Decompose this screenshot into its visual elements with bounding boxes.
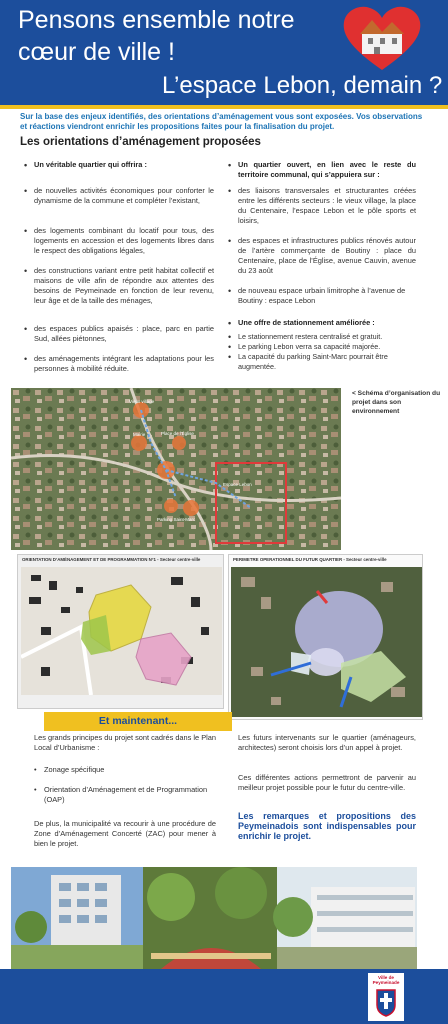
bullet-icon: •: [24, 354, 28, 364]
project-illustrations: [11, 867, 417, 969]
heart-town-logo-icon: [340, 4, 424, 72]
panel-title: ORIENTATION D’AMÉNAGEMENT ET DE PROGRAMMATION N°1 - Secteur centre-ville: [22, 557, 201, 562]
list-item: • Le stationnement restera centralisé et gratuit.: [228, 332, 383, 342]
seal-label: Ville de Peymeinade: [372, 975, 400, 985]
parking-head: • Une offre de stationnement améliorée :: [228, 318, 375, 328]
bullet-icon: •: [228, 186, 232, 196]
bullet-icon: •: [24, 186, 28, 196]
list-item: • des logements combinant du locatif pour tous, des logements en accession et des logements libres dans le respect des obligations légales,: [24, 226, 214, 255]
paragraph: Ces différentes actions permettront de parvenir au meilleur projet possible pour le futur du centre-ville.: [238, 773, 416, 792]
list-item: • des liaisons transversales et structurantes créées entre les différents secteurs : le vieux village, la place du Centenaire, l’espace Lebon et le pôle sports et loisirs,: [228, 186, 416, 225]
list-item: • des constructions variant entre petit habitat collectif et maisons de ville afin de répondre aux attentes des besoins de Peymeinade en fonction de leur revenu, leur âge et de la taille des ménages,: [24, 266, 214, 305]
bottom-right-column: [238, 733, 416, 863]
list-item: • des espaces et infrastructures publics rénovés autour de l’artère commerçante de Boutiny : place du Centenaire, place de l’Église, avenue Cauvin, avenue du 23 août: [228, 236, 416, 275]
aerial-map: [11, 388, 341, 550]
map-label: Mairie: [133, 432, 146, 437]
bullet-icon: •: [228, 352, 232, 362]
maintenant-banner: [44, 712, 232, 731]
title-line-2: cœur de ville !: [18, 38, 175, 66]
list-item: • Le parking Lebon verra sa capacité majorée.: [228, 342, 381, 352]
bullet-icon: •: [228, 286, 232, 296]
paragraph: De plus, la municipalité va recourir à une procédure de Zone d’Aménagement Concerté (ZAC) pour mener à bien le projet.: [34, 819, 216, 848]
right-column-head: • Un quartier ouvert, en lien avec le reste du territoire communal, qui s’appuiera sur :: [228, 160, 416, 179]
paragraph: Les grands principes du projet sont cadrés dans le Plan Local d’Urbanisme :: [34, 733, 217, 752]
section-title: Les orientations d’aménagement proposées: [20, 136, 261, 148]
map-label: Vieux village: [129, 399, 155, 404]
footer: [0, 969, 448, 1024]
oap-plan-panel: [17, 554, 224, 709]
left-column: [24, 160, 214, 375]
right-column: [228, 160, 416, 375]
list-item: • des espaces publics apaisés : place, parc en partie Sud, allées piétonnes,: [24, 324, 214, 343]
map-caption: < Schéma d’organisation du projet dans son environnement: [352, 390, 441, 415]
bullet-icon: •: [24, 226, 28, 236]
header-banner: [0, 0, 448, 105]
perimeter-panel: [228, 554, 423, 720]
bottom-left-column: [34, 733, 216, 863]
map-label: Parking Saint-Marc: [157, 517, 196, 522]
list-item: • de nouveau espace urbain limitrophe à l’avenue de Boutiny : espace Lebon: [228, 286, 406, 305]
bullet-icon: •: [34, 765, 37, 774]
bullet-icon: •: [24, 324, 28, 334]
list-item: • La capacité du parking Saint-Marc pourrait être augmentée.: [228, 352, 388, 371]
list-item: • Orientation d’Aménagement et de Programmation (OAP): [34, 785, 208, 804]
bullet-icon: •: [228, 332, 232, 342]
maintenant-label: Et maintenant...: [98, 715, 178, 727]
town-seal: [368, 973, 404, 1021]
bullet-icon: •: [228, 342, 232, 352]
panel-title: PERIMETRE OPERATIONNEL DU FUTUR QUARTIER - Secteur centre-ville: [233, 557, 387, 562]
bullet-icon: •: [228, 160, 232, 170]
perimeter-map: [231, 567, 422, 717]
call-to-action: Les remarques et propositions des Peymeinadois sont indispensables pour enrichir le projet.: [238, 811, 416, 841]
oap-plan-map: [21, 567, 222, 695]
gold-divider: [0, 105, 448, 109]
bullet-icon: •: [228, 318, 232, 328]
paragraph: Les futurs intervenants sur le quartier (aménageurs, architectes) seront choisis lors d’un appel à projet.: [238, 733, 416, 752]
bullet-icon: •: [24, 266, 28, 276]
title-line-1: Pensons ensemble notre: [18, 6, 295, 34]
list-item: • Zonage spécifique: [34, 765, 105, 774]
intro-text: Sur la base des enjeux identifiés, des orientations d’aménagement vous sont exposées. Vos observations et réactions viendront enrichir les propositions faites pour la finalisation du projet.: [20, 112, 423, 131]
bullet-icon: •: [34, 785, 37, 794]
left-column-head: • Un véritable quartier qui offrira :: [24, 160, 147, 170]
bullet-icon: •: [24, 160, 28, 170]
town-crest-icon: [376, 989, 396, 1017]
list-item: • des aménagements intégrant les adaptations pour les personnes à mobilité réduite.: [24, 354, 214, 373]
bullet-icon: •: [228, 236, 232, 246]
list-item: • de nouvelles activités économiques pour conforter le dynamisme de la commune et compléter l’existant,: [24, 186, 214, 205]
map-label: Espace Lebon: [223, 482, 252, 487]
subtitle: L’espace Lebon, demain ?: [162, 72, 443, 99]
map-label: Place de l'Église: [161, 431, 194, 436]
